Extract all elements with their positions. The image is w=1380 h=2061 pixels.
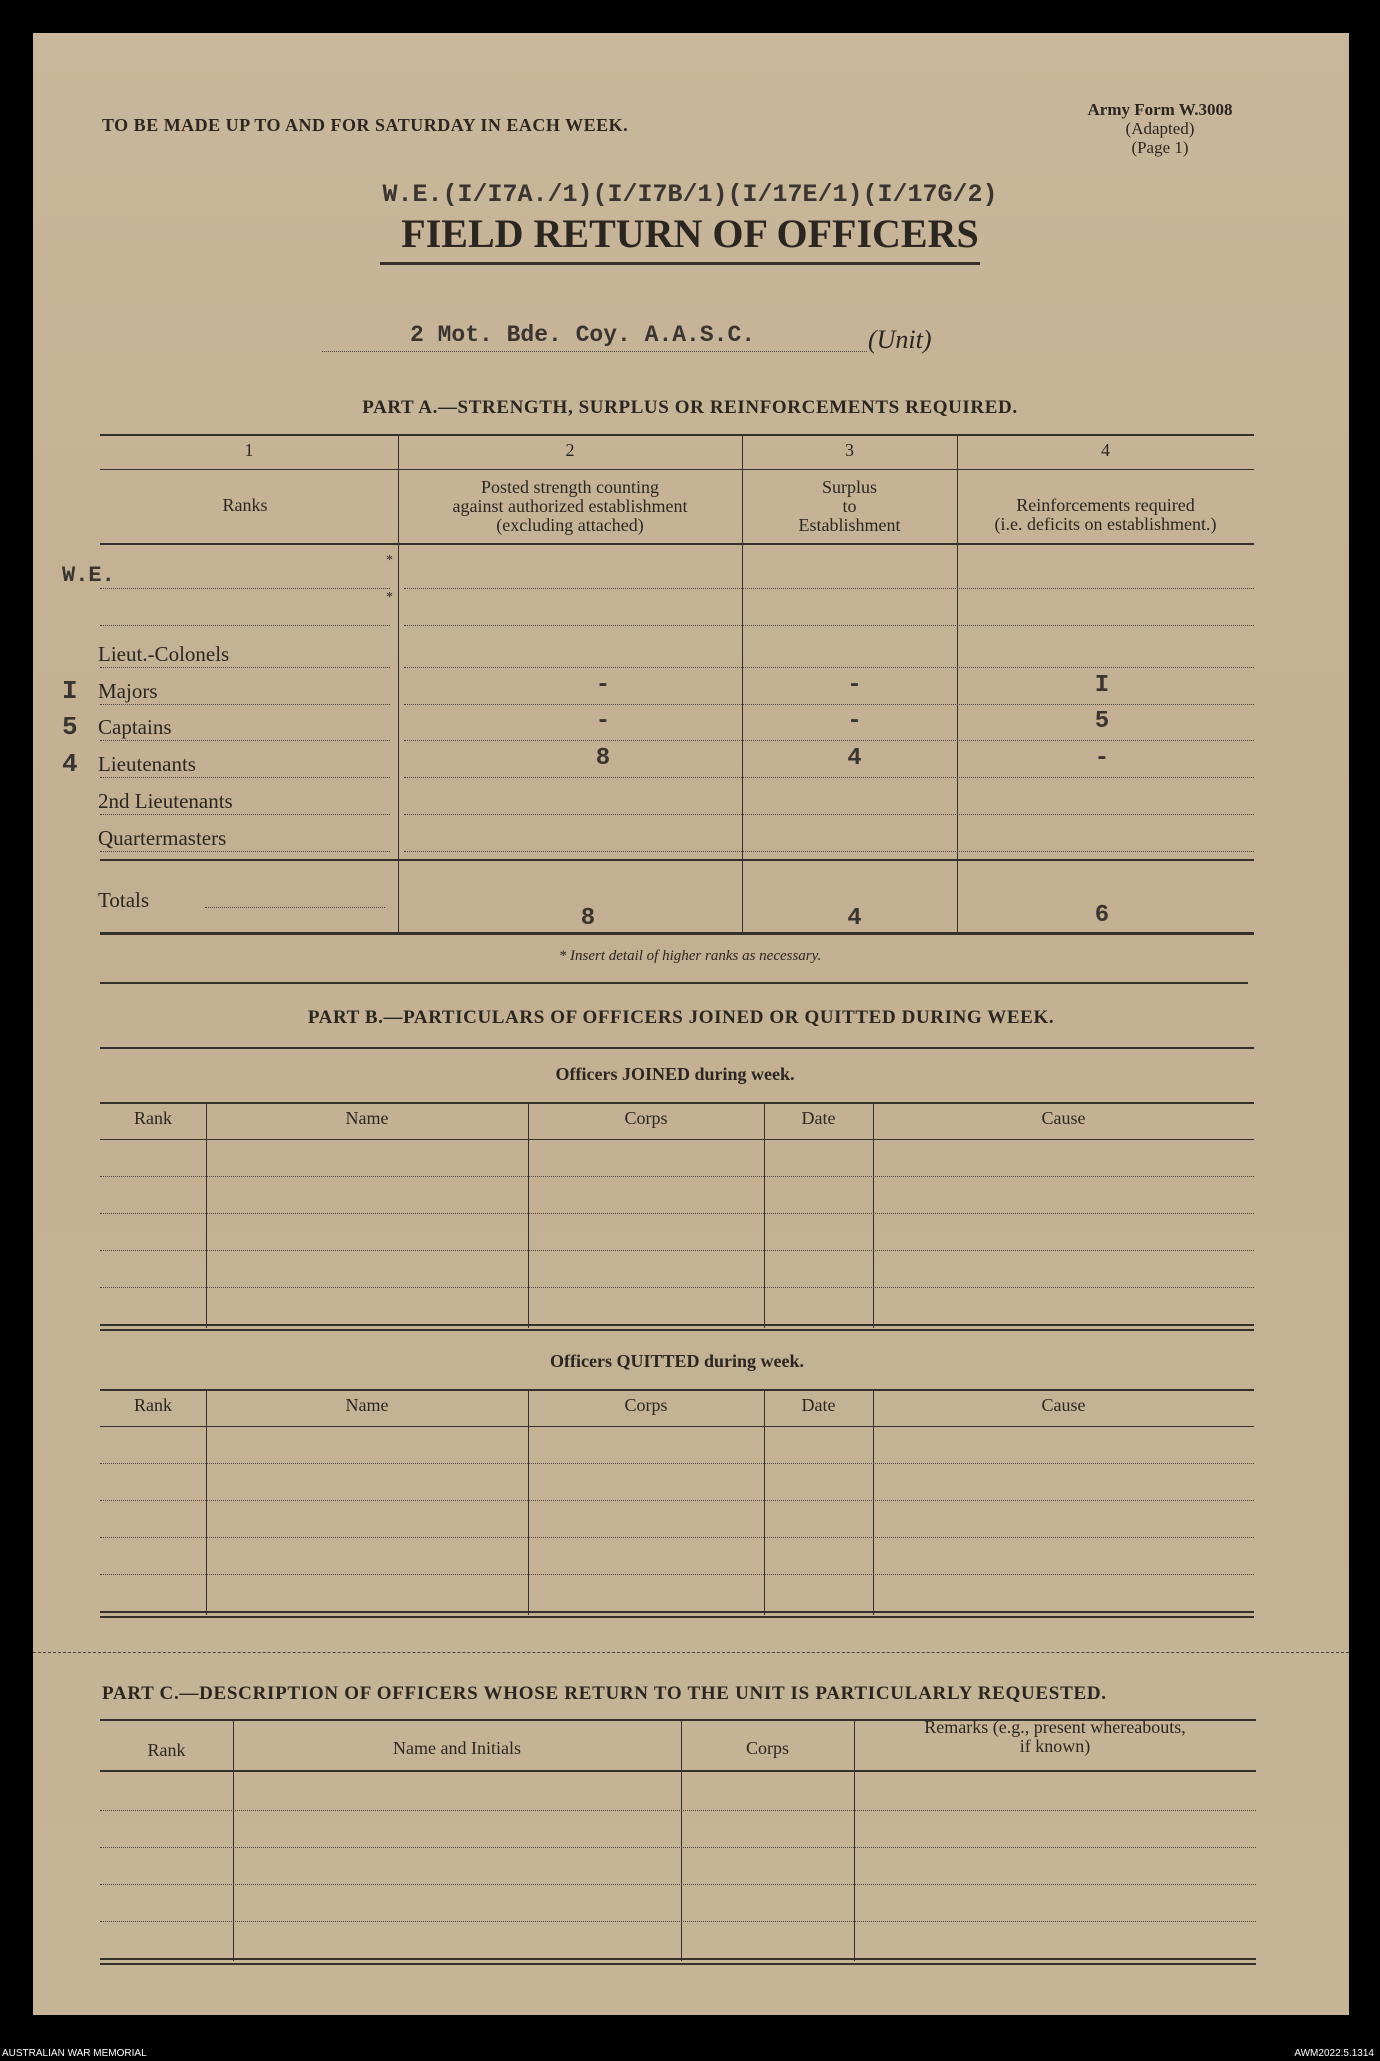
page-title: FIELD RETURN OF OFFICERS	[401, 211, 979, 256]
surplus-header-line-2: to	[842, 496, 857, 516]
form-adapted: (Adapted)	[1125, 119, 1195, 138]
joined-col-corps: Corps	[624, 1108, 668, 1128]
reinforcements-cell: I	[1094, 672, 1110, 699]
joined-title: Officers JOINED during week.	[555, 1064, 795, 1084]
surplus-header-line-3: Establishment	[798, 515, 901, 535]
joined-col-name: Name	[345, 1108, 389, 1128]
col-header-reinforcements	[957, 496, 1254, 534]
joined-col-cause: Cause	[1041, 1108, 1086, 1128]
part-c-col-corps: Corps	[745, 1738, 789, 1758]
form-reference	[1040, 100, 1280, 157]
we-label: W.E.	[62, 563, 115, 588]
part-b-heading: PART B.—PARTICULARS OF OFFICERS JOINED OR QUITTED DURING WEEK.	[307, 1007, 1055, 1028]
reinf-header-line-1: Reinforcements required	[1016, 495, 1195, 515]
col-number-1: 1	[244, 440, 254, 460]
asterisk-1: *	[386, 553, 393, 568]
quitted-col-corps: Corps	[624, 1395, 668, 1415]
unit-label: (Unit)	[868, 325, 932, 354]
form-number: Army Form W.3008	[1087, 100, 1233, 119]
rank-label: Lieutenants	[98, 752, 196, 776]
joined-col-date: Date	[801, 1108, 836, 1128]
unit-value: 2 Mot. Bde. Coy. A.A.S.C.	[410, 322, 756, 348]
reinf-header-line-2: (i.e. deficits on establishment.)	[994, 514, 1217, 534]
totals-surplus: 4	[847, 905, 862, 932]
surplus-cell: -	[847, 708, 862, 735]
posted-header-line-3: (excluding attached)	[496, 515, 644, 535]
margin-note: 5	[62, 712, 78, 742]
quitted-col-rank: Rank	[134, 1395, 172, 1415]
col-number-3: 3	[845, 440, 854, 460]
remarks-line-2: if known)	[1019, 1736, 1091, 1756]
totals-label: Totals	[98, 888, 150, 912]
footnote: * Insert detail of higher ranks as necessary.	[558, 948, 822, 964]
col-header-ranks: Ranks	[222, 495, 268, 515]
quitted-col-date: Date	[801, 1395, 836, 1415]
margin-note: I	[62, 676, 78, 706]
asterisk-2: *	[386, 590, 393, 605]
totals-posted: 8	[580, 905, 596, 932]
quitted-col-cause: Cause	[1041, 1395, 1086, 1415]
part-c-col-remarks	[854, 1718, 1256, 1756]
joined-col-rank: Rank	[134, 1108, 172, 1128]
col-header-surplus	[742, 478, 957, 535]
footer-left: AUSTRALIAN WAR MEMORIAL	[2, 2048, 147, 2059]
part-a-heading: PART A.—STRENGTH, SURPLUS OR REINFORCEMENTS REQUIRED.	[362, 397, 1018, 418]
posted-header-line-2: against authorized establishment	[452, 496, 688, 516]
footer-right: AWM2022.5.1314	[1294, 2048, 1374, 2059]
col-number-4: 4	[1101, 440, 1110, 460]
posted-cell: -	[595, 672, 611, 699]
reinforcements-cell: -	[1094, 745, 1110, 772]
rank-label: Lieut.-Colonels	[98, 642, 230, 666]
quitted-title: Officers QUITTED during week.	[550, 1351, 804, 1371]
quitted-col-name: Name	[345, 1395, 389, 1415]
rank-label: Quartermasters	[98, 826, 227, 850]
posted-cell: -	[595, 708, 611, 735]
form-page: (Page 1)	[1131, 138, 1189, 157]
we-code: W.E.(I/I7A./1)(I/I7B/1)(I/17E/1)(I/17G/2)	[382, 180, 998, 209]
remarks-line-1: Remarks (e.g., present whereabouts,	[924, 1717, 1186, 1737]
part-c-col-rank: Rank	[147, 1740, 186, 1760]
margin-note: 4	[62, 749, 78, 779]
totals-reinforcements: 6	[1094, 902, 1110, 929]
rank-label: Majors	[98, 679, 158, 703]
rank-label: Captains	[98, 715, 172, 739]
rank-label: 2nd Lieutenants	[98, 789, 233, 813]
reinforcements-cell: 5	[1094, 708, 1110, 735]
instruction-text: TO BE MADE UP TO AND FOR SATURDAY IN EACH WEEK.	[102, 115, 629, 135]
surplus-cell: -	[847, 672, 862, 699]
part-c-col-name: Name and Initials	[393, 1738, 521, 1758]
posted-cell: 8	[595, 745, 611, 772]
posted-header-line-1: Posted strength counting	[481, 477, 659, 497]
surplus-header-line-1: Surplus	[821, 477, 877, 497]
col-header-posted	[398, 478, 742, 535]
surplus-cell: 4	[847, 745, 862, 772]
col-number-2: 2	[565, 440, 575, 460]
part-c-heading: PART C.—DESCRIPTION OF OFFICERS WHOSE RETURN TO THE UNIT IS PARTICULARLY REQUESTED.	[102, 1683, 1107, 1704]
